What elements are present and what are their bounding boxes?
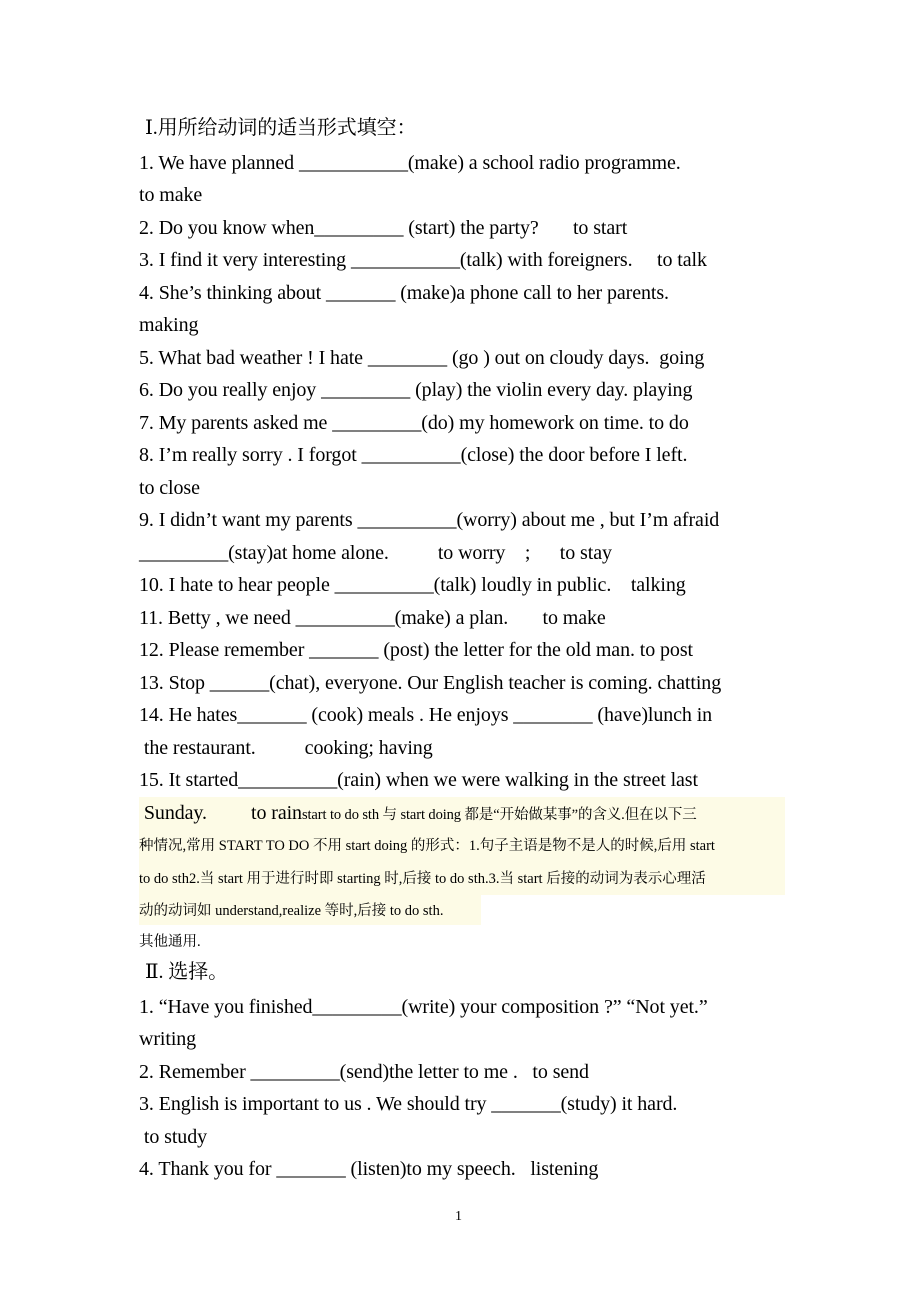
exercise-line: _________(stay)at home alone. to worry ; to stay: [139, 542, 612, 564]
exercise-line: 3. I find it very interesting ___________(talk) with foreigners. to talk: [139, 249, 707, 271]
page-number: 1: [455, 1209, 462, 1224]
exercise-line: 10. I hate to hear people __________(talk) loudly in public. talking: [139, 574, 686, 596]
exercise-line: 5. What bad weather ! I hate ________ (go ) out on cloudy days. going: [139, 347, 705, 369]
exercise-line: 2. Remember _________(send)the letter to me . to send: [139, 1061, 589, 1083]
answer-line: the restaurant. cooking; having: [139, 737, 433, 759]
exercise-line: [139, 799, 697, 827]
exercise-line: 11. Betty , we need __________(make) a plan. to make: [139, 607, 606, 629]
answer-line: to study: [139, 1126, 207, 1148]
section-2-title: Ⅱ. 选择。: [145, 961, 228, 983]
answer-line: to make: [139, 184, 203, 206]
exercise-line: 4. Thank you for _______ (listen)to my speech. listening: [139, 1158, 599, 1180]
exercise-line: 4. She’s thinking about _______ (make)a phone call to her parents.: [139, 282, 669, 304]
grammar-note: 其他通用.: [139, 934, 201, 950]
grammar-note: 种情况,常用 START TO DO 不用 start doing 的形式：1.句子主语是物不是人的时候,后用 start: [139, 838, 715, 854]
exercise-line: 8. I’m really sorry . I forgot __________(close) the door before I left.: [139, 444, 688, 466]
grammar-note: 动的动词如 understand,realize 等时,后接 to do sth.: [139, 903, 444, 919]
answer-line: writing: [139, 1028, 197, 1050]
grammar-note: start to do sth 与 start doing 都是“开始做某事”的含义.但在以下三: [301, 807, 697, 823]
exercise-line: 15. It started__________(rain) when we were walking in the street last: [139, 769, 698, 791]
grammar-note: to do sth2.当 start 用于进行时即 starting 时,后接 to do sth.3.当 start 后接的动词为表示心理活: [139, 871, 706, 887]
exercise-line: 7. My parents asked me _________(do) my homework on time. to do: [139, 412, 689, 434]
answer-text: Sunday. to rain: [139, 802, 302, 824]
exercise-line: 2. Do you know when_________ (start) the party? to start: [139, 217, 628, 239]
exercise-line: 1. “Have you finished_________(write) your composition ?” “Not yet.”: [139, 996, 708, 1018]
exercise-line: 3. English is important to us . We should try _______(study) it hard.: [139, 1093, 678, 1115]
exercise-line: 1. We have planned ___________(make) a school radio programme.: [139, 152, 681, 174]
exercise-line: 9. I didn’t want my parents __________(worry) about me , but I’m afraid: [139, 509, 720, 531]
exercise-line: 14. He hates_______ (cook) meals . He enjoys ________ (have)lunch in: [139, 704, 713, 726]
answer-line: making: [139, 314, 199, 336]
exercise-line: 12. Please remember _______ (post) the letter for the old man. to post: [139, 639, 693, 661]
exercise-line: 6. Do you really enjoy _________ (play) the violin every day. playing: [139, 379, 693, 401]
exercise-line: 13. Stop ______(chat), everyone. Our English teacher is coming. chatting: [139, 672, 722, 694]
answer-line: to close: [139, 477, 200, 499]
section-1-title: Ⅰ.用所给动词的适当形式填空：: [145, 117, 417, 139]
